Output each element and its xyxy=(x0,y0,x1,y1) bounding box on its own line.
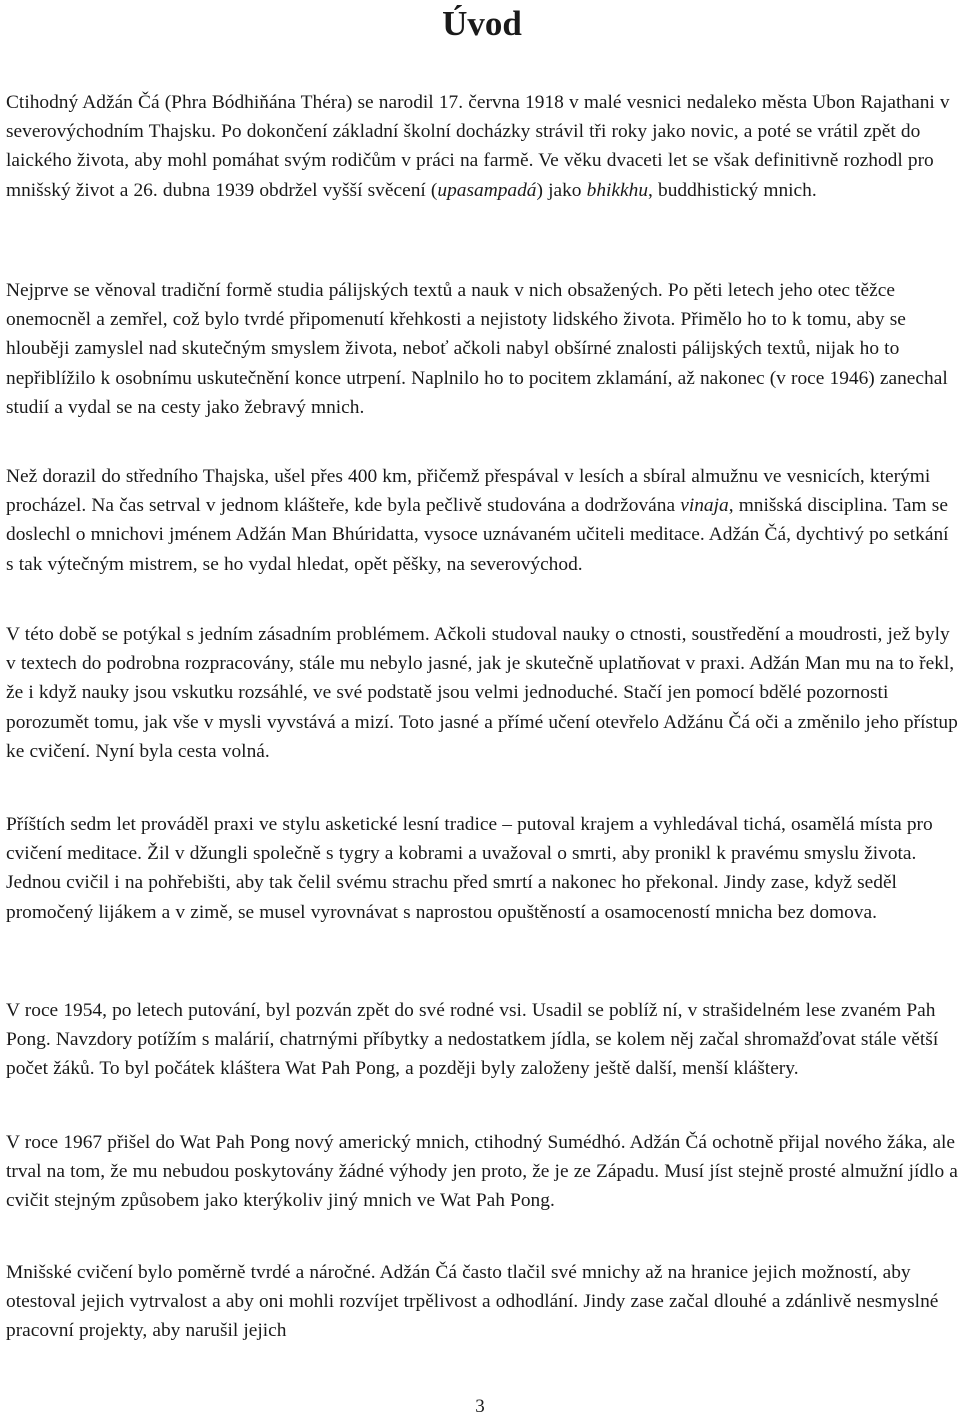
paragraph-3 xyxy=(6,462,958,579)
paragraph-1 xyxy=(6,88,958,205)
document-page xyxy=(6,0,958,1342)
paragraph-6: V roce 1954, po letech putování, byl pozván zpět do své rodné vsi. Usadil se poblíž ní, v strašidelném lese zvaném Pah Pong. Navzdory potížím s malárií, chatrnými příbytky a nedostatkem jídla, se kolem něj začal shromažďovat stále větší počet žáků. To byl počátek kláštera Wat Pah Pong, a později byly založeny ještě další, menší kláštery. xyxy=(6,1000,939,1080)
paragraph-1-text-b: ) jako xyxy=(536,179,587,201)
paragraph-7: V roce 1967 přišel do Wat Pah Pong nový americký mnich, ctihodný Sumédhó. Adžán Čá ochotně přijal nového žáka, ale trval na tom, že mu nebudou poskytovány žádné výhody jen proto, že je ze Západu. Musí jíst stejně prosté almužní jídlo a cvičit stejným způsobem jako kterýkoliv jiný mnich ve Wat Pah Pong. xyxy=(6,1132,958,1212)
paragraph-3-text-b: , mnišská disciplina. Tam se doslechl o mnichovi jménem Adžán Man Bhúridatta, vysoce uznávaném učiteli meditace. Adžán Čá, dychtivý po setkání s tak výtečným mistrem, se ho vydal hledat, opět pěšky, na severovýchod. xyxy=(6,495,949,575)
page-number: 3 xyxy=(475,1396,485,1417)
paragraph-1-text-c: , buddhistický mnich. xyxy=(648,179,817,201)
paragraph-3-term-vinaja: vinaja xyxy=(680,495,729,517)
paragraph-1-text-a: Ctihodný Adžán Čá (Phra Bódhiňána Théra) se narodil 17. června 1918 v malé vesnici nedaleko města Ubon Rajathani v severovýchodním Thajsku. Po dokončení základní školní docházky strávil tři roky jako novic, a poté se vrátil zpět do laického života, aby mohl pomáhat svým rodičům v práci na farmě. Ve věku dvaceti let se však definitivně rozhodl pro mnišský život a 26. dubna 1939 obdržel vyšší svěcení ( xyxy=(6,92,950,201)
paragraph-4: V této době se potýkal s jedním zásadním problémem. Ačkoli studoval nauky o ctnosti, soustředění a moudrosti, jež byly v textech do podrobna rozpracovány, stále mu nebylo jasné, jak je skutečně uplatňovat v praxi. Adžán Man mu na to řekl, že i když nauky jsou vskutku rozsáhlé, ve své podstatě jsou velmi jednoduché. Stačí jen pomocí bdělé pozornosti porozumět tomu, jak vše v mysli vyvstává a mizí. Toto jasné a přímé učení otevřelo Adžánu Čá oči a změnilo jeho přístup ke cvičení. Nyní byla cesta volná. xyxy=(6,624,958,762)
paragraph-2: Nejprve se věnoval tradiční formě studia pálijských textů a nauk v nich obsažených. Po pěti letech jeho otec těžce onemocněl a zemřel, což bylo tvrdé připomenutí křehkosti a nejistoty lidského života. Přimělo ho to k tomu, aby se hlouběji zamyslel nad skutečným smyslem života, neboť ačkoli nabyl obšírné znalosti pálijských textů, nijak ho to nepřiblížilo k osobnímu uskutečnění konce utrpení. Naplnilo ho to pocitem zklamání, až nakonec (v roce 1946) zanechal studií a vydal se na cesty jako žebravý mnich. xyxy=(6,280,948,418)
paragraph-1-term-upasampada: upasampadá xyxy=(437,179,537,201)
paragraph-5: Příštích sedm let prováděl praxi ve stylu asketické lesní tradice – putoval krajem a vyhledával tichá, osamělá místa pro cvičení meditace. Žil v džungli společně s tygry a kobrami a uvažoval o smrti, aby pronikl k pravému smyslu života. Jednou cvičil i na pohřebišti, aby tak čelil svému strachu před smrtí a nakonec ho překonal. Jindy zase, když seděl promočený lijákem a v zimě, se musel vyrovnávat s naprostou opuštěností a osamoceností mnicha bez domova. xyxy=(6,814,933,923)
paragraph-1-term-bhikkhu: bhikkhu xyxy=(586,179,649,201)
paragraph-3-text-a: Než dorazil do středního Thajska, ušel přes 400 km, přičemž přespával v lesích a sbíral almužnu ve vesnicích, kterými procházel. Na čas setrval v jednom klášteře, kde byla pečlivě studována a dodržována xyxy=(6,466,931,517)
paragraph-8: Mnišské cvičení bylo poměrně tvrdé a náročné. Adžán Čá často tlačil své mnichy až na hranice jejich možností, aby otestoval jejich vytrvalost a aby oni mohli rozvíjet trpělivost a odhodlání. Jindy zase začal dlouhé a zdánlivě nesmyslné pracovní projekty, aby narušil jejich xyxy=(6,1262,939,1342)
page-title: Úvod xyxy=(442,4,522,43)
